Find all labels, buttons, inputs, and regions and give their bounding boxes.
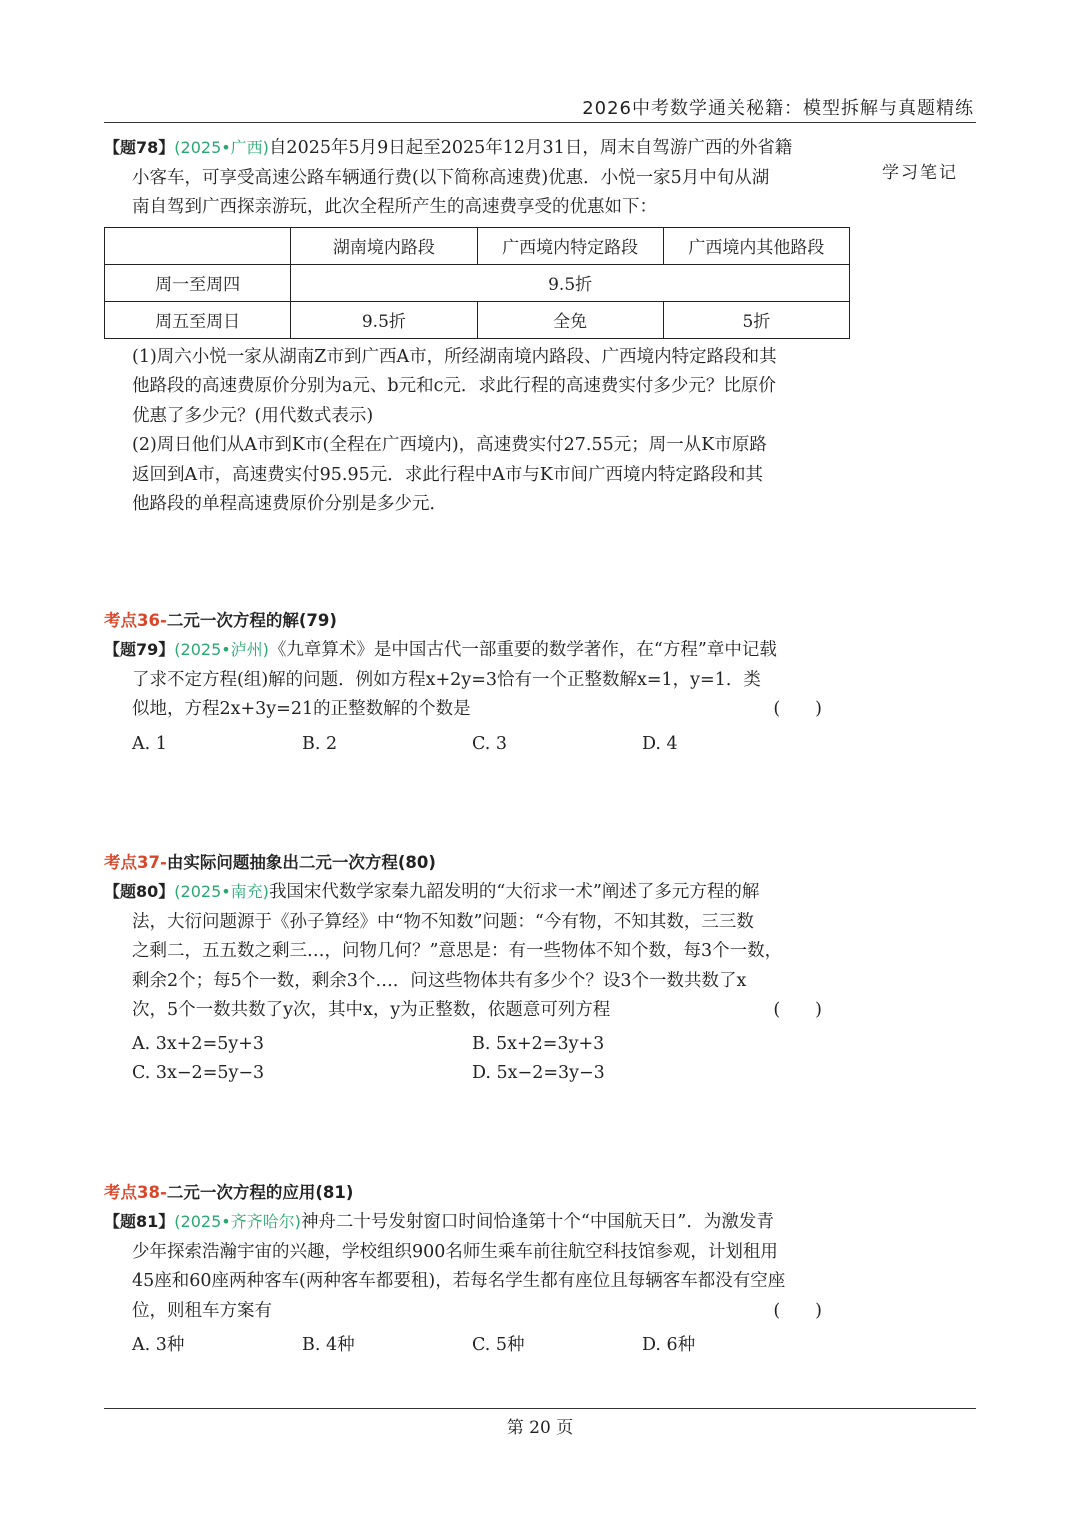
kaodian-title: 二元一次方程的解(79) [166,611,337,630]
option-c: C. 3x−2=5y−3 [132,1063,265,1083]
table-header-guangxi-special: 广西境内特定路段 [477,227,663,264]
table-corner-cell [105,227,291,264]
q80-line5 [104,996,850,1026]
page-number: 第 20 页 [506,1418,574,1438]
option-c: C. 3 [472,733,508,754]
header-rule [104,122,976,123]
option-d: D. 4 [642,733,678,754]
table-cell-weekday-discount: 9.5折 [291,264,850,301]
q80-line1 [104,877,850,908]
kaodian-prefix: 考点37- [104,853,167,872]
q81-line4 [104,1297,850,1327]
q78-text-1: 自2025年5月9日起至2025年12月31日，周末自驾游广西的外省籍 [268,138,793,158]
kaodian-prefix: 考点36- [104,611,167,630]
table-cell: 全免 [477,301,663,338]
q80-options [104,1030,850,1089]
kaodian-38-heading [104,1178,850,1207]
q78-source: (2025•广西) [174,138,269,157]
table-row-label: 周一至周四 [105,264,291,301]
q81-options [104,1330,850,1360]
answer-parentheses: ( ) [773,1000,822,1020]
table-cell: 5折 [663,301,849,338]
q79-label: 【题79】 [104,640,175,659]
option-b: B. 2 [302,733,338,754]
q78-part2-line3: 他路段的单程高速费原价分别是多少元． [132,494,447,514]
q81-text-4: 位，则租车方案有 [132,1300,272,1321]
table-row-weekday [105,264,850,301]
option-a: A. 1 [132,733,167,754]
q80-text-1: 我国宋代数学家秦九韶发明的“大衍求一术”阐述了多元方程的解 [268,882,760,902]
answer-parentheses: ( ) [773,1300,822,1321]
kaodian-title: 二元一次方程的应用(81) [166,1183,354,1202]
table-row-weekend [105,301,850,338]
q80-label: 【题80】 [104,882,175,901]
q80-source: (2025•南充) [174,882,269,901]
option-a: A. 3x+2=5y+3 [132,1033,265,1054]
q78-line3: 南自驾到广西探亲游玩，此次全程所产生的高速费享受的优惠如下： [132,197,657,217]
option-d: D. 5x−2=3y−3 [472,1063,605,1083]
q81-line3: 45座和60座两种客车(两种客车都要租)，若每名学生都有座位且每辆客车都没有空座 [132,1271,786,1291]
section-kaodian-36 [104,606,850,759]
option-c: C. 5种 [472,1335,525,1355]
q79-text-1: 《九章算术》是中国古代一部重要的数学著作，在“方程”章中记载 [268,640,777,660]
q80-line2: 法，大衍问题源于《孙子算经》中“物不知数”问题：“今有物，不知其数，三三数 [132,911,754,932]
section-kaodian-38 [104,1178,850,1360]
option-a: A. 3种 [132,1335,185,1355]
q78-part1-line2: 他路段的高速费原价分别为a元、b元和c元．求此行程的高速费实付多少元？比原价 [132,376,776,396]
option-b: B. 4种 [302,1335,355,1355]
q80-line3: 之剩二，五五数之剩三…，问物几何？”意思是：有一些物体不知个数，每3个一数， [132,941,783,961]
kaodian-36-heading [104,606,850,635]
section-kaodian-37 [104,848,850,1089]
q79-line3 [104,695,850,725]
q79-source: (2025•泸州) [174,640,269,659]
kaodian-prefix: 考点38- [104,1183,167,1202]
study-notes-label: 学习笔记 [882,163,958,183]
table-cell: 9.5折 [291,301,477,338]
option-d: D. 6种 [642,1335,696,1355]
footer-rule [104,1408,976,1409]
q81-line1 [104,1207,850,1238]
table-header-guangxi-other: 广西境内其他路段 [663,227,849,264]
q80-text-5: 次，5个一数共数了y次，其中x，y为正整数，依题意可列方程 [132,1000,611,1020]
q78-part1-line1: (1)周六小悦一家从湖南Z市到广西A市，所经湖南境内路段、广西境内特定路段和其 [132,346,777,367]
q78-part2-line1: (2)周日他们从A市到K市(全程在广西境内)，高速费实付27.55元；周一从K市原路 [132,435,767,455]
q79-text-3: 似地，方程2x+3y=21的正整数解的个数是 [132,699,471,719]
q78-label: 【题78】 [104,138,175,157]
table-header-hunan: 湖南境内路段 [291,227,477,264]
question-78 [104,133,850,520]
q78-part2-line2: 返回到A市，高速费实付95.95元．求此行程中A市与K市间广西境内特定路段和其 [132,464,763,485]
kaodian-37-heading [104,848,850,877]
q78-part1-line3: 优惠了多少元？(用代数式表示) [132,405,374,426]
q81-label: 【题81】 [104,1212,175,1231]
q81-text-1: 神舟二十号发射窗口时间恰逢第十个“中国航天日”．为激发青 [300,1212,774,1232]
table-header-row [105,227,850,264]
q81-source: (2025•齐齐哈尔) [174,1212,301,1231]
option-b: B. 5x+2=3y+3 [472,1033,605,1054]
q80-line4: 剩余2个；每5个一数，剩余3个…．问这些物体共有多少个？设3个一数共数了x [132,970,747,991]
answer-parentheses: ( ) [773,699,822,719]
kaodian-title: 由实际问题抽象出二元一次方程(80) [166,853,436,872]
q81-line2: 少年探索浩瀚宇宙的兴趣，学校组织900名师生乘车前往航空科技馆参观，计划租用 [132,1241,778,1262]
q78-line1 [104,133,850,164]
q79-options [104,729,850,759]
q79-line1 [104,635,850,666]
q79-line2: 了求不定方程(组)解的问题．例如方程x+2y=3恰有一个正整数解x=1，y=1．类 [132,669,761,690]
q78-line2: 小客车，可享受高速公路车辆通行费(以下简称高速费)优惠．小悦一家5月中旬从湖 [132,167,770,188]
table-row-label: 周五至周日 [105,301,291,338]
discount-table [104,227,850,339]
page-header-title: 2026中考数学通关秘籍：模型拆解与真题精练 [582,98,974,119]
